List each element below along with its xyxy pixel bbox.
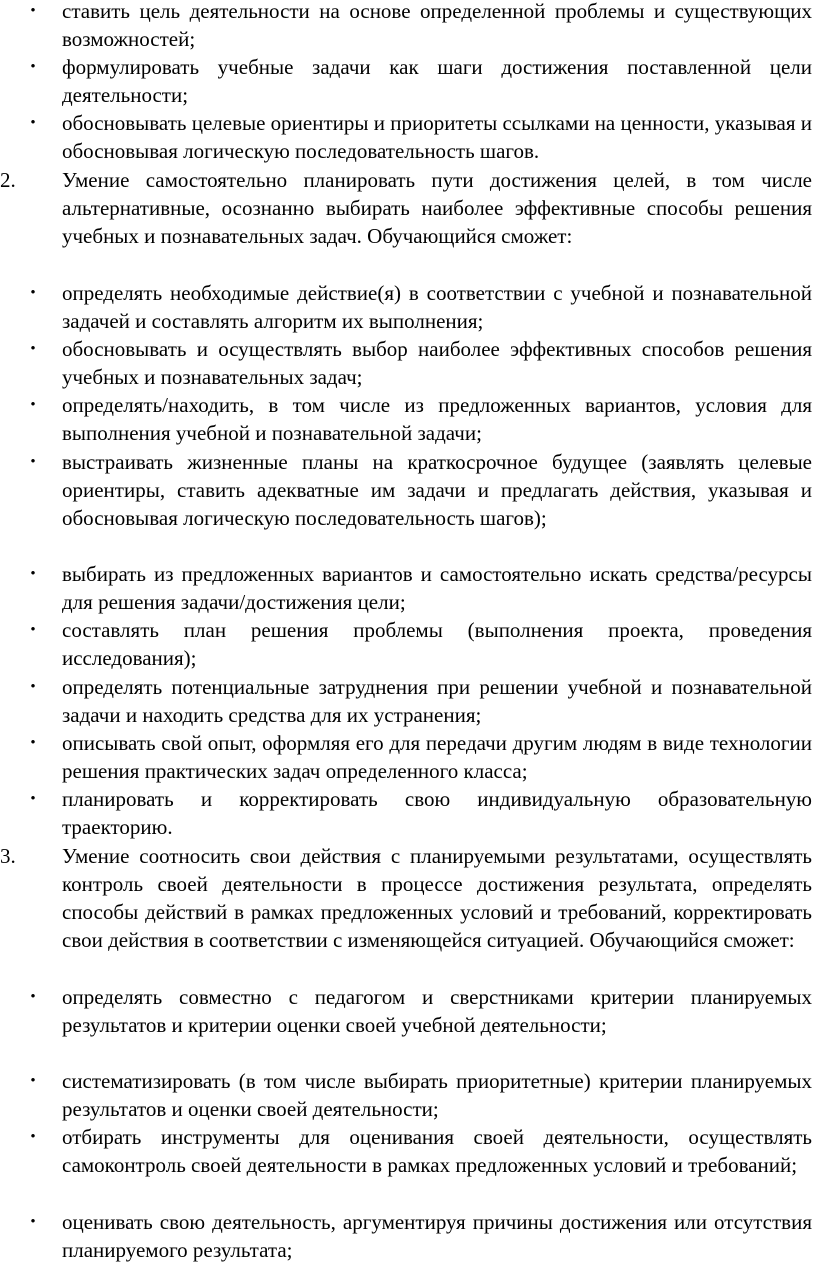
list-item [30,279,812,335]
list-item [30,785,812,841]
list-item-text: обосновывать целевые ориентиры и приоритеты ссылками на ценности, указывая и обосновывая логическую последовательность шагов. [62,111,813,164]
list-item [30,1123,812,1179]
bullet-marker: • [30,285,36,301]
list-item-text: ставить цель деятельности на основе определенной проблемы и существующих возможностей; [62,0,812,52]
list-item-text: определять необходимые действие(я) в соответствии с учебной и познавательной задачей и составлять алгоритм их выполнения; [62,281,812,334]
list-item-text: выбирать из предложенных вариантов и самостоятельно искать средства/ресурсы для решения задачи/достижения цели; [62,562,812,615]
bullet-marker: • [30,622,36,638]
list-item [30,673,812,729]
bullet-marker: • [30,341,36,357]
list-item [30,391,812,447]
list-item-text: определять совместно с педагогом и сверстниками критерии планируемых результатов и критерии оценки своей учебной деятельности; [62,985,812,1038]
list-item-text: обосновывать и осуществлять выбор наиболее эффективных способов решения учебных и познавательных задач; [62,337,812,390]
list-item-text: планировать и корректировать свою индивидуальную образовательную траекторию. [62,787,812,840]
item-number: 3. [0,844,16,868]
list-item-text: оценивать свою деятельность, аргументируя причины достижения или отсутствия планируемого результата; [62,1210,812,1263]
list-item-text: отбирать инструменты для оценивания своей деятельности, осуществлять самоконтроль своей деятельности в рамках предложенных условий и требований; [62,1125,812,1178]
list-item [30,560,812,616]
list-item-text: описывать свой опыт, оформляя его для передачи другим людям в виде технологии решения практических задач определенного класса; [62,731,812,784]
bullet-marker: • [30,791,36,807]
numbered-item-text: Умение самостоятельно планировать пути достижения целей, в том числе альтернативные, осознанно выбирать наиболее эффективные способы решения учебных и познавательных задач. Обучающийся сможет: [62,168,812,249]
bullet-marker: • [30,1073,36,1089]
list-item [30,448,812,532]
bullet-marker: • [30,3,36,19]
numbered-item [0,842,812,954]
list-item-text: систематизировать (в том числе выбирать приоритетные) критерии планируемых результатов и оценки своей деятельности; [62,1069,812,1122]
list-item-text: определять потенциальные затруднения при решении учебной и познавательной задачи и находить средства для их устранения; [62,675,812,728]
list-item [30,53,812,109]
bullet-marker: • [30,989,36,1005]
bullet-marker: • [30,735,36,751]
bullet-marker: • [30,679,36,695]
bullet-marker: • [30,1214,36,1230]
list-item-text: составлять план решения проблемы (выполнения проекта, проведения исследования); [62,618,812,671]
list-item [30,109,813,165]
list-item [30,0,812,53]
bullet-marker: • [30,59,36,75]
list-item [30,983,812,1039]
list-item [30,616,812,672]
list-item-text: формулировать учебные задачи как шаги достижения поставленной цели деятельности; [62,55,812,108]
bullet-marker: • [30,566,36,582]
bullet-marker: • [30,397,36,413]
bullet-marker: • [30,454,36,470]
bullet-marker: • [30,115,36,131]
bullet-marker: • [30,1129,36,1145]
list-item-text: выстраивать жизненные планы на краткосрочное будущее (заявлять целевые ориентиры, ставить адекватные им задачи и предлагать действия, указывая и обосновывая логическую последовательность шагов); [62,450,812,531]
list-item [30,1067,812,1123]
list-item [30,729,812,785]
list-item [30,1208,812,1264]
item-number: 2. [0,168,16,192]
list-item-text: определять/находить, в том числе из предложенных вариантов, условия для выполнения учебной и познавательной задачи; [62,393,812,446]
numbered-item [0,166,812,250]
list-item [30,335,812,391]
numbered-item-text: Умение соотносить свои действия с планируемыми результатами, осуществлять контроль своей деятельности в процессе достижения результата, определять способы действий в рамках предложенных условий и требований, корректировать свои действия в соответствии с изменяющейся ситуацией. Обучающийся сможет: [62,844,812,953]
